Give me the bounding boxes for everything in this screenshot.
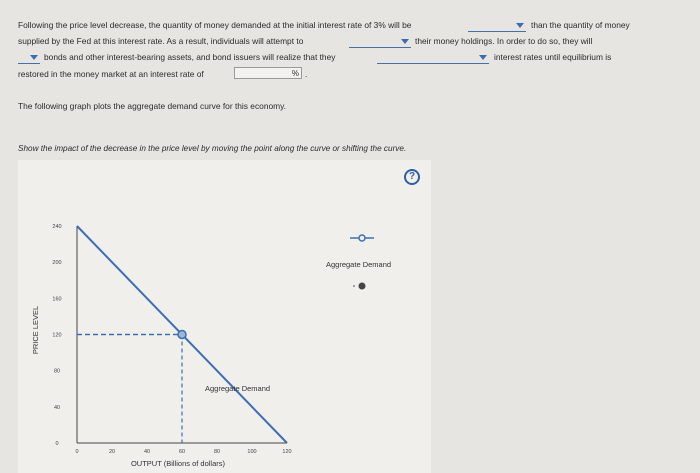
graph-instructions: Show the impact of the decrease in the price level by moving the point along the curve or shifting the curve. [18, 144, 407, 153]
y-tick-label: 0 [55, 441, 59, 447]
equilibrium-point[interactable] [178, 331, 186, 339]
y-axis-label: PRICE LEVEL [31, 305, 40, 355]
y-tick-label: 80 [53, 368, 61, 375]
x-tick-label: 80 [213, 449, 221, 455]
question-line-1a: Following the price level decrease, the quantity of money demanded at the initial interest rate of 3% will be [18, 20, 412, 30]
y-tick-label: 240 [52, 224, 62, 230]
chart-ticks [52, 224, 291, 455]
y-tick-label: 160 [52, 296, 62, 303]
question-line-3a: bonds and other interest-bearing assets, and bond issuers will realize that they [44, 52, 336, 62]
question-line-4-end: . [305, 69, 308, 79]
question-line-1b: than the quantity of money [531, 20, 630, 30]
legend-ad-label: Aggregate Demand [326, 260, 392, 269]
legend [326, 235, 391, 290]
question-line-2b: their money holdings. In order to do so, they will [415, 36, 593, 46]
question-line-3b: interest rates until equilibrium is [494, 52, 612, 62]
question-line-2a: supplied by the Fed at this interest rate. As a result, individuals will attempt to [18, 36, 304, 46]
legend-ad-marker[interactable] [359, 235, 365, 241]
legend-point-marker[interactable] [359, 283, 366, 290]
x-tick-label: 0 [75, 449, 79, 455]
x-tick-label: 60 [178, 449, 186, 455]
percent-unit: % [291, 69, 299, 78]
x-tick-label: 40 [143, 449, 151, 455]
y-tick-label: 120 [52, 332, 62, 339]
graph-intro-text: The following graph plots the aggregate demand curve for this economy. [18, 101, 286, 111]
x-tick-label: 100 [247, 449, 257, 455]
legend-point-dots [353, 285, 355, 287]
y-tick-label: 40 [53, 404, 61, 411]
chart-marks [77, 226, 287, 443]
help-icon[interactable]: ? [404, 169, 420, 185]
x-tick-label: 20 [108, 449, 116, 455]
y-tick-label: 200 [52, 260, 62, 267]
question-line-4a: restored in the money market at an interest rate of [18, 69, 204, 79]
x-tick-label: 120 [282, 449, 292, 455]
ad-curve-label[interactable]: Aggregate Demand [205, 384, 271, 393]
x-axis-label: OUTPUT (Billions of dollars) [130, 459, 226, 468]
